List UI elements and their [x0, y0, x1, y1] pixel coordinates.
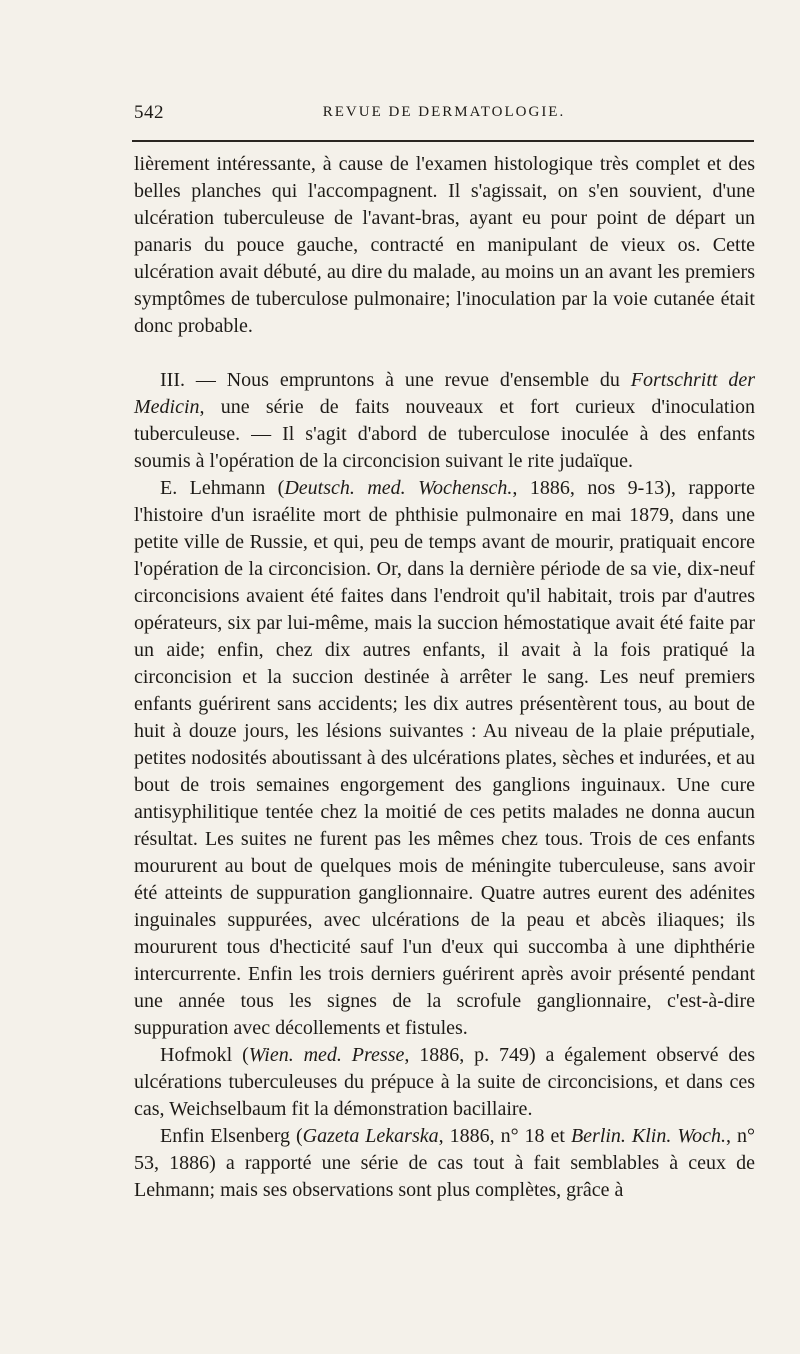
text-segment: E. Lehmann (	[160, 477, 285, 499]
paragraph-elsenberg	[134, 1123, 755, 1204]
paragraph-section-iii	[134, 367, 755, 475]
header-rule	[132, 140, 754, 142]
citation-title: Wien. med. Presse	[248, 1044, 405, 1066]
citation-title: Gazeta Lekarska	[302, 1125, 439, 1147]
running-title: REVUE DE DERMATOLOGIE.	[322, 104, 566, 120]
text-segment: , 1886, nos 9-13), rapporte l'histoire d'un israélite mort de phthisie pulmonaire en mai 1879, dans une petite ville de Russie, et qui, peu de temps avant de mourir, pratiquait encore l'opération de la circoncision. Or, dans la dernière période de sa vie, dix-neuf circoncisions avaient été faites dans l'endroit qu'il habitait, trois par d'autres opérateurs, six par lui-même, mais la succion hémostatique avait été faite par un aide; enfin, chez dix autres enfants, il avait à la fois pratiqué la circoncision et la succion destinée à arrêter le sang. Les neuf premiers enfants guérirent sans accidents; les dix autres présentèrent tous, au bout de huit à douze jours, les lésions suivantes : Au niveau de la plaie préputiale, petites nodosités aboutissant à des ulcérations plates, sèches et indurées, et au bout de trois semaines engorgement des ganglions inguinaux. Une cure antisyphilitique tentée chez la moitié de ces petits malades ne donna aucun résultat. Les suites ne furent pas les mêmes chez tous. Trois de ces enfants moururent au bout de quelques mois de méningite tuberculeuse, sans avoir été atteints de suppuration ganglionnaire. Quatre autres eurent des adénites inguinales suppurées, avec ulcérations de la peau et abcès iliaques; ils moururent tous d'hecticité sauf l'un d'eux qui succomba à une diphthérie intercurrente. Enfin les trois derniers guérirent après avoir présenté pendant une année tous les signes de la scrofule ganglionnaire, c'est-à-dire suppuration avec décollements et fistules.	[134, 477, 755, 1039]
paragraph-continuation	[134, 151, 755, 340]
page-number: 542	[134, 102, 164, 123]
text-segment: , une série de faits nouveaux et fort curieux d'inoculation tuberculeuse. — Il s'agit d'abord de tuberculose inoculée à des enfants soumis à l'opération de la circoncision suivant le rite judaïque.	[134, 396, 755, 472]
citation-title: Fortschritt der Medicin	[134, 369, 755, 418]
body-text	[134, 151, 755, 1204]
text-segment: lièrement intéressante, à cause de l'examen histologique très complet et des belles planches qui l'accompagnent. Il s'agissait, on s'en souvient, d'une ulcération tuberculeuse de l'avant-bras, ayant eu pour point de départ un panaris du pouce gauche, contracté en manipulant de vieux os. Cette ulcération avait débuté, au dire du malade, au moins un an avant les premiers symptômes de tuberculose pulmonaire; l'inoculation par la voie cutanée était donc probable.	[134, 153, 755, 337]
text-segment: , 1886, p. 749) a également observé des ulcérations tuberculeuses du prépuce à la suite de circoncisions, et dans ces cas, Weichselbaum fit la démonstration bacillaire.	[134, 1044, 755, 1120]
text-segment: Enfin Elsenberg (	[160, 1125, 303, 1147]
text-segment: III. — Nous empruntons à une revue d'ensemble du	[160, 369, 631, 391]
text-segment: , n° 53, 1886) a rapporté une série de cas tout à fait semblables à ceux de Lehmann; mais ses observations sont plus complètes, grâce à	[134, 1125, 756, 1201]
paragraph-lehmann	[134, 475, 755, 1042]
text-segment: , 1886, n° 18 et	[438, 1125, 571, 1147]
citation-title: Deutsch. med. Wochensch.	[284, 477, 513, 499]
citation-title: Berlin. Klin. Woch.	[570, 1125, 727, 1147]
text-segment: Hofmokl (	[160, 1044, 249, 1066]
page-header	[134, 100, 754, 126]
paragraph-hofmokl	[134, 1042, 755, 1123]
